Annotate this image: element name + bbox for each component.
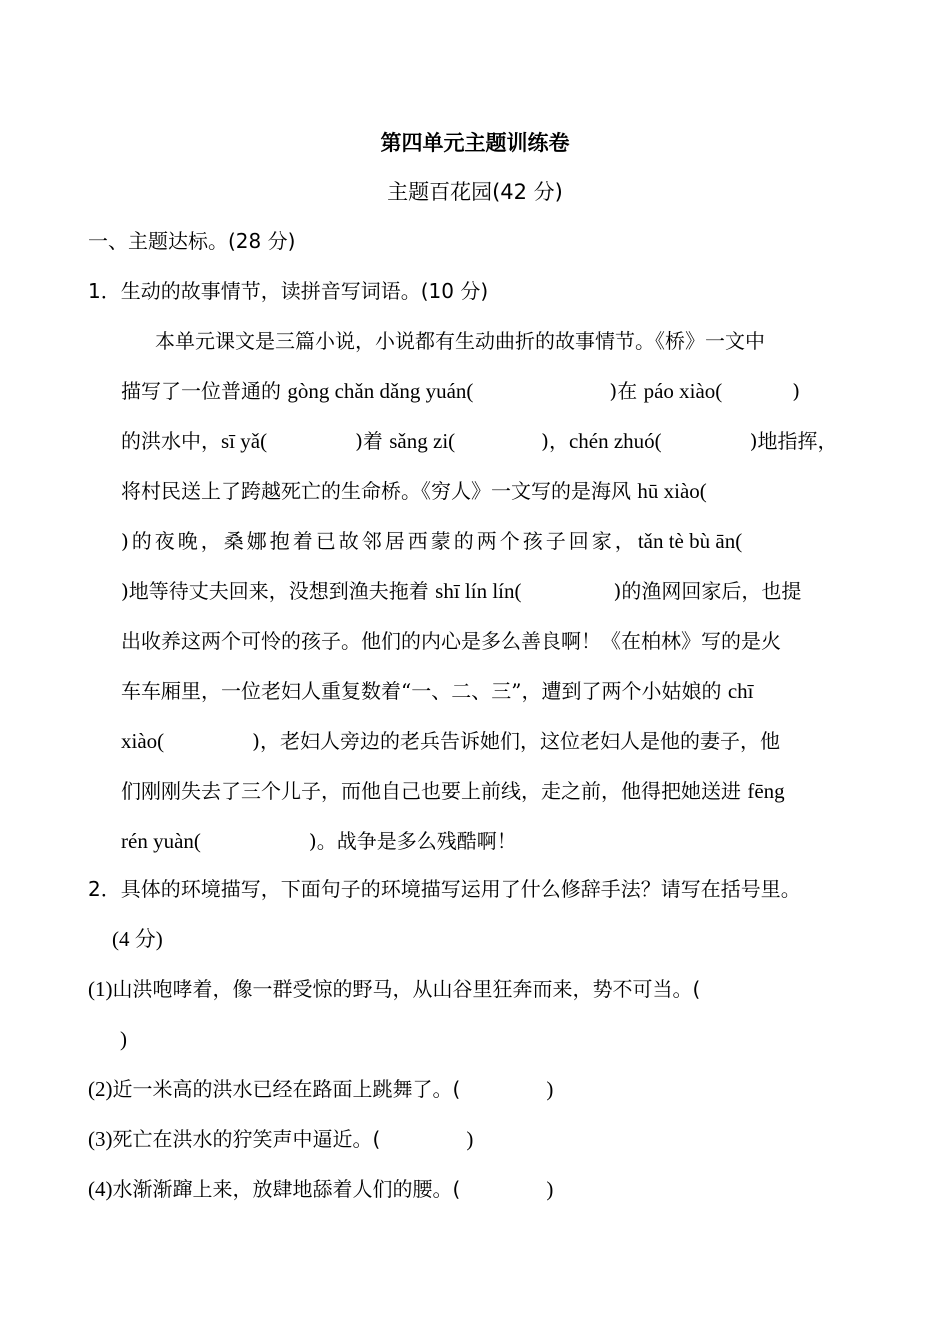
q2-item-4: (4)水渐渐蹿上来，放肆地舔着人们的腰。( ) [88,1177,554,1201]
pinyin-chi: chī [727,679,754,703]
question-2-heading: 2．具体的环境描写，下面句子的环境描写运用了什么修辞手法？请写在括号里。 [88,877,801,901]
pinyin-shilinlin: shī lín lín( [435,579,522,603]
passage-line-6: )地等待丈夫回来，没想到渔夫拖着 shī lín lín( )的渔网回家后，也提 [121,579,802,603]
pinyin-xiao: xiào( [121,729,165,753]
q2-item-3: (3)死亡在洪水的狞笑声中逼近。( ) [88,1127,474,1151]
passage-line-1: 本单元课文是三篇小说，小说都有生动曲折的故事情节。《桥》一文中 [155,329,765,353]
page-subtitle: 主题百花园(42 分) [387,180,563,204]
passage-line-10: 们刚刚失去了三个儿子，而他自己也要上前线，走之前，他得把她送进 fēng [121,779,785,803]
question-2-score: (4 分) [112,927,163,951]
passage-line-3: 的洪水中，sī yǎ( )着 sǎng zi( )，chén zhuó( )地指挥， [121,429,838,453]
pinyin-siya: sī yǎ( [221,429,268,453]
passage-line-7: 出收养这两个可怜的孩子。他们的内心是多么善良啊！《在柏林》写的是火 [121,629,781,653]
question-1-heading: 1．生动的故事情节，读拼音写词语。(10 分) [88,279,489,303]
q2-item-1: (1)山洪咆哮着，像一群受惊的野马，从山谷里狂奔而来，势不可当。( [88,977,701,1001]
passage-line-11: rén yuàn( )。战争是多么残酷啊！ [121,829,517,853]
passage-line-5: )的夜晚，桑娜抱着已故邻居西蒙的两个孩子回家，tǎn tè bù ān( [121,529,743,553]
passage-line-8: 车车厢里，一位老妇人重复数着“一、二、三”，遭到了两个小姑娘的 chī [121,679,754,703]
passage-line-2: 描写了一位普通的 gòng chǎn dǎng yuán( )在 páo xiào( ) [121,379,801,403]
pinyin-gongchandangyuan: gòng chǎn dǎng yuán( [287,379,474,403]
pinyin-chenzhuo: chén zhuó( [568,429,662,453]
passage-line-9: xiào( )，老妇人旁边的老兵告诉她们，这位老妇人是他的妻子，他 [121,729,780,753]
q2-item-1-close: ) [120,1027,127,1051]
q2-item-2: (2)近一米高的洪水已经在路面上跳舞了。( ) [88,1077,554,1101]
pinyin-huxiao: hū xiào( [637,479,707,503]
pinyin-sangzi: sǎng zi( [389,429,456,453]
pinyin-tantebuan: tǎn tè bù ān( [637,529,743,553]
passage-line-4: 将村民送上了跨越死亡的生命桥。《穷人》一文写的是海风 hū xiào( [121,479,707,503]
pinyin-paoxiao: páo xiào( [643,379,723,403]
page-title: 第四单元主题训练卷 [380,131,570,155]
pinyin-feng: fēng [747,779,785,803]
pinyin-renyuan: rén yuàn( [121,829,201,853]
section-heading: 一、主题达标。(28 分) [88,229,296,253]
